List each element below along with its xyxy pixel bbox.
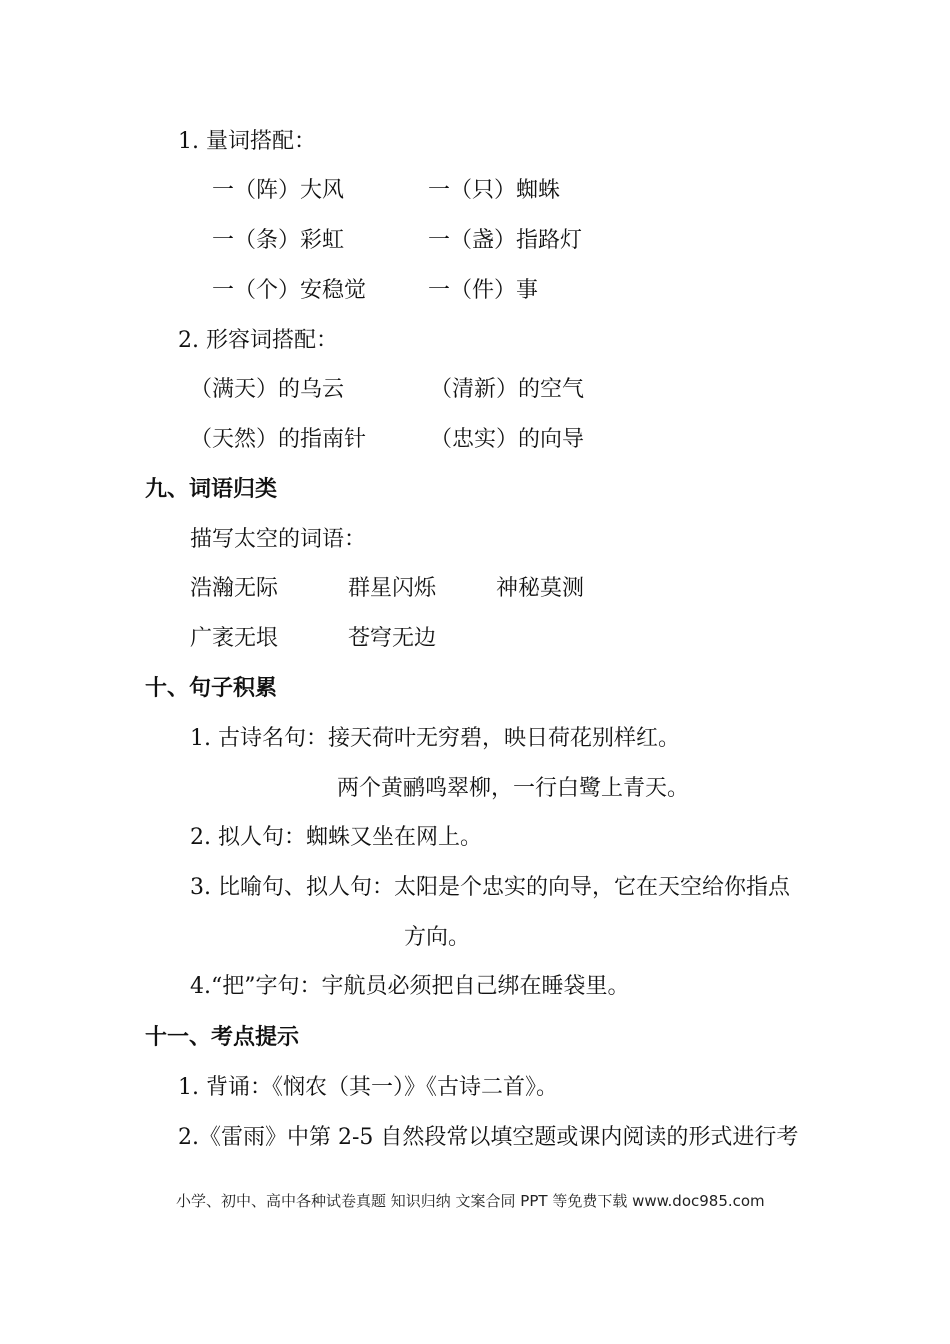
measure-word-item: 一（盏）指路灯 [428, 228, 583, 253]
space-word: 群星闪烁 [348, 576, 437, 601]
exam-point-item: 2.《雷雨》中第 2-5 自然段常以填空题或课内阅读的形式进行考 [178, 1125, 799, 1150]
adjective-item: （忠实）的向导 [430, 427, 585, 452]
sentence-item: 2. 拟人句：蜘蛛又坐在网上。 [190, 825, 482, 850]
page-footer: 小学、初中、高中各种试卷真题 知识归纳 文案合同 PPT 等免费下载 www.doc985.com [176, 1192, 765, 1210]
space-word: 神秘莫测 [496, 576, 585, 601]
sentence-item: 4.“把”字句：宇航员必须把自己绑在睡袋里。 [190, 974, 630, 999]
measure-word-item: 一（只）蜘蛛 [428, 178, 561, 203]
measure-word-item: 一（个）安稳觉 [212, 278, 367, 303]
measure-word-item: 一（条）彩虹 [212, 228, 345, 253]
measure-word-item: 一（件）事 [428, 278, 539, 303]
measure-word-item: 一（阵）大风 [212, 178, 345, 203]
adjective-item: （天然）的指南针 [190, 427, 367, 452]
section-heading-10: 十、句子积累 [145, 676, 278, 701]
exam-point-item: 1. 背诵：《悯农（其一）》《古诗二首》。 [178, 1075, 558, 1100]
sentence-item: 1. 古诗名句：接天荷叶无穷碧，映日荷花别样红。 [190, 726, 680, 751]
section-heading-9: 九、词语归类 [145, 477, 278, 502]
sentence-item-continued: 方向。 [404, 925, 471, 950]
adjective-item: （清新）的空气 [430, 377, 585, 402]
adjective-item: （满天）的乌云 [190, 377, 345, 402]
sentence-item: 3. 比喻句、拟人句：太阳是个忠实的向导，它在天空给你指点 [190, 875, 790, 900]
space-word: 苍穹无边 [348, 626, 437, 651]
measure-words-title: 1. 量词搭配： [178, 129, 316, 154]
space-word: 浩瀚无际 [190, 576, 279, 601]
adjectives-title: 2. 形容词搭配： [178, 328, 338, 353]
section-heading-11: 十一、考点提示 [145, 1025, 300, 1050]
sentence-item-continued: 两个黄鹂鸣翠柳，一行白鹭上青天。 [337, 776, 690, 801]
space-word: 广袤无垠 [190, 626, 279, 651]
section9-subtitle: 描写太空的词语： [190, 527, 367, 552]
